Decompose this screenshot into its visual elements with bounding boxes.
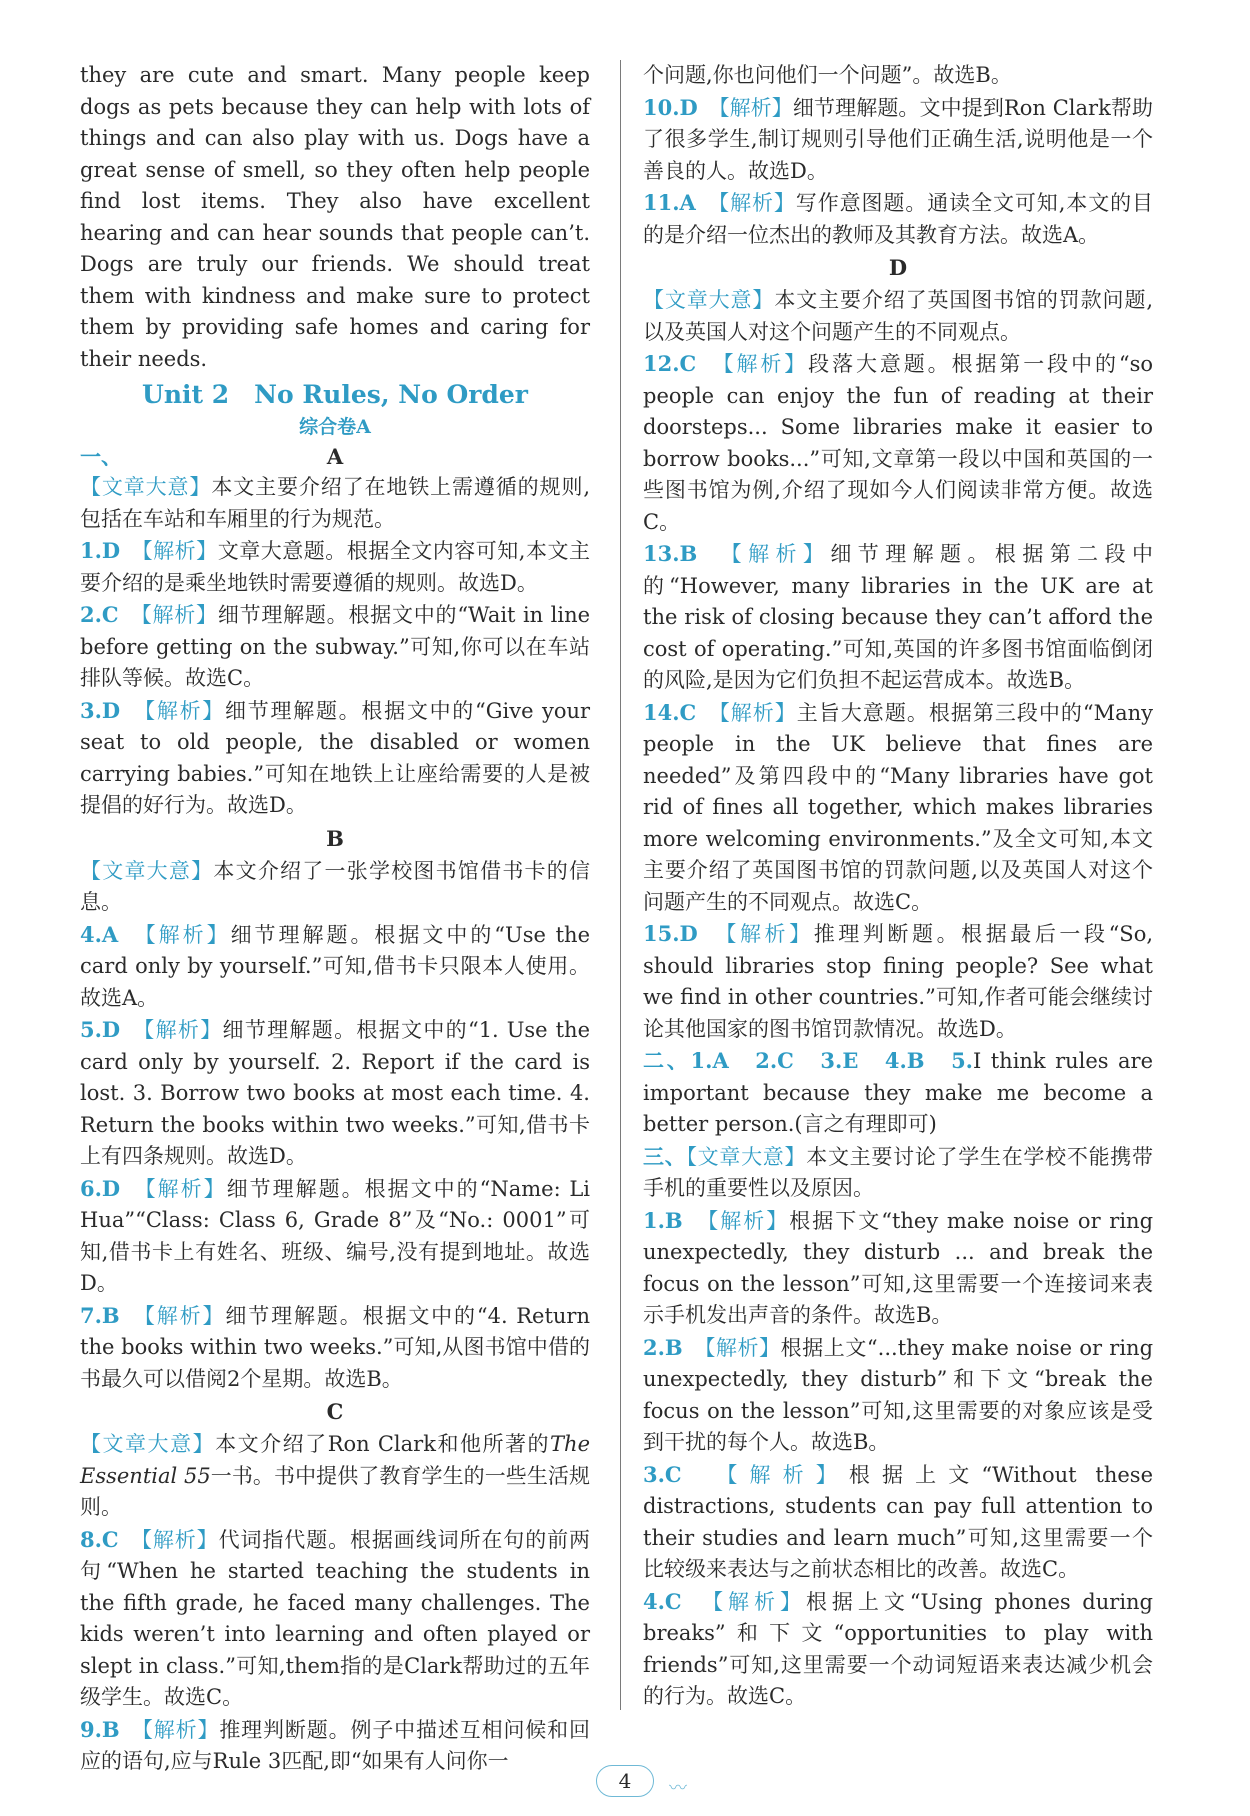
answer-8: 8.C 【解析】代词指代题。根据画线词所在句的前两句“When he started teaching the students in the fifth grade, he faced many challenges. The kids weren’t into learning and often played or slept in class.”可知,them指的是Clark帮助过的五年级学生。故选C。 [80,1526,591,1709]
cloze-answer-2: 2.B 【解析】根据上文“...they make noise or ring unexpectedly, they disturb”和下文“break the focus on the lesson”可知,这里需要的对象应该是受到干扰的每个人。故选B。 [643,1334,1154,1454]
answer-15: 15.D 【解析】推理判断题。根据最后一段“So, should libraries stop fining people? See what we find in other countries.”可知,作者可能会继续讨论其他国家的图书馆罚款情况。故选D。 [643,921,1154,1041]
answer-12: 12.C 【解析】段落大意题。根据第一段中的“so people can enjoy the fun of reading at their doorsteps... Some libraries make it easier to borrow books...”可知,文章第一段以中国和英国的一些图书馆为例,介绍了现如今人们阅读非常方便。故选C。 [643,351,1154,534]
right-column [643,60,1153,1713]
section-c-summary: 【文章大意】本文介绍了Ron Clark和他所著的The Essential 55一书。书中提供了教育学生的一些生活规则。 [80,1432,591,1519]
section-d-summary: 【文章大意】本文主要介绍了英国图书馆的罚款问题,以及英国人对这个问题产生的不同观点。 [643,288,1153,344]
answer-7: 7.B 【解析】细节理解题。根据文中的“4. Return the books within two weeks.”可知,从图书馆中借的书最久可以借阅2个星期。故选B。 [80,1302,590,1391]
answer-9-continued: 个问题,你也问他们一个问题”。故选B。 [643,63,1012,87]
cloze-answer-3: 3.C 【解析】根据上文“Without these distractions, students can pay full attention to their studies and learn much”可知,这里需要一个比较级来表达与之前状态相比的改善。故选C。 [643,1461,1154,1581]
cloze-answer-4: 4.C 【解析】根据上文“Using phones during breaks”和下文“opportunities to play with friends”可知,这里需要一个动词短语来表达减少机会的行为。故选C。 [643,1588,1154,1708]
section-b-letter: B [326,825,344,851]
answer-2: 2.C 【解析】细节理解题。根据文中的“Wait in line before getting on the subway.”可知,你可以在车站排队等候。故选C。 [80,602,591,690]
part1-row [80,441,590,472]
answer-3: 3.D 【解析】细节理解题。根据文中的“Give your seat to old people, the disabled or women carrying babies.”可知在地铁上让座给需要的人是被提倡的好行为。故选D。 [80,697,591,817]
page-number-badge [596,1765,687,1799]
answer-10: 10.D 【解析】细节理解题。文中提到Ron Clark帮助了很多学生,制订规则引导他们正确生活,说明他是一个善良的人。故选D。 [643,94,1154,183]
unit-title: Unit 2 No Rules, No Order [142,380,528,409]
page-number: 4 [618,1769,632,1793]
part2-answers: 二、1.A 2.C 3.E 4.B 5.I think rules are important because they make me become a better person.(言之有理即可) [643,1048,1153,1136]
page-footer [0,1765,1250,1797]
section-b-summary: 【文章大意】本文介绍了一张学校图书馆借书卡的信息。 [80,858,591,914]
intro-paragraph: they are cute and smart. Many people keep dogs as pets because they can help with lots of things and can also play with us. Dogs have a great sense of smell, so they often help people find lost items. They also have excellent hearing and can hear sounds that people can’t. Dogs are truly our friends. We should treat them with kindness and make sure to protect them by providing safe homes and caring for their needs. [80,63,590,371]
answer-11: 11.A 【解析】写作意图题。通读全文可知,本文的目的是介绍一位杰出的教师及其教育方法。故选A。 [643,190,1154,247]
answer-4: 4.A 【解析】细节理解题。根据文中的“Use the card only by yourself.”可知,借书卡只限本人使用。故选A。 [80,921,590,1010]
part3-summary: 三、【文章大意】本文主要讨论了学生在学校不能携带手机的重要性以及原因。 [643,1143,1154,1200]
column-divider [620,60,621,1710]
answer-6: 6.D 【解析】细节理解题。根据文中的“Name: Li Hua”“Class: Class 6, Grade 8”及“No.: 0001”可知,借书卡上有姓名、班级、编号,没有提到地址。故选D。 [80,1175,591,1295]
section-a-letter: A [326,444,344,469]
left-column [80,60,590,1778]
answer-14: 14.C 【解析】主旨大意题。根据第三段中的“Many people in the UK believe that fines are needed”及第四段中的“Many libraries have got rid of fines all together, which makes libraries more welcoming environments.”及全文可知,本文主要介绍了英国图书馆的罚款问题,以及英国人对这个问题产生的不同观点。故选C。 [643,699,1154,914]
answer-13: 13.B 【解析】细节理解题。根据第二段中的“However, many libraries in the UK are at the risk of closing because they can’t afford the cost of operating.”可知,英国的许多图书馆面临倒闭的风险,是因为它们负担不起运营成本。故选B。 [643,541,1154,692]
part1-label: 一、 [80,444,122,469]
sub-title: 综合卷A [299,416,371,438]
cloze-answer-1: 1.B 【解析】根据下文“they make noise or ring unexpectedly, they disturb ... and break the focus on the lesson”可知,这里需要一个连接词来表示手机发出声音的条件。故选B。 [643,1207,1154,1327]
answer-1: 1.D 【解析】文章大意题。根据全文内容可知,本文主要介绍的是乘坐地铁时需要遵循的规则。故选D。 [80,538,590,595]
wave-decoration-icon: 〰 [669,1778,687,1799]
section-d-letter: D [888,255,908,280]
section-a-summary: 【文章大意】本文主要介绍了在地铁上需遵循的规则,包括在车站和车厢里的行为规范。 [80,475,590,531]
answer-5: 5.D 【解析】细节理解题。根据文中的“1. Use the card only by yourself. 2. Report if the card is lost. 3. Borrow two books at most each time. 4. Return the books within two weeks.”可知,借书卡上有四条规则。故选D。 [80,1017,590,1168]
section-c-letter: C [326,1399,344,1424]
answer-9: 9.B 【解析】推理判断题。例子中描述互相问候和回应的语句,应与Rule 3匹配,即“如果有人问你一 [80,1716,591,1773]
book-title: The Essential 55 [80,1432,590,1488]
